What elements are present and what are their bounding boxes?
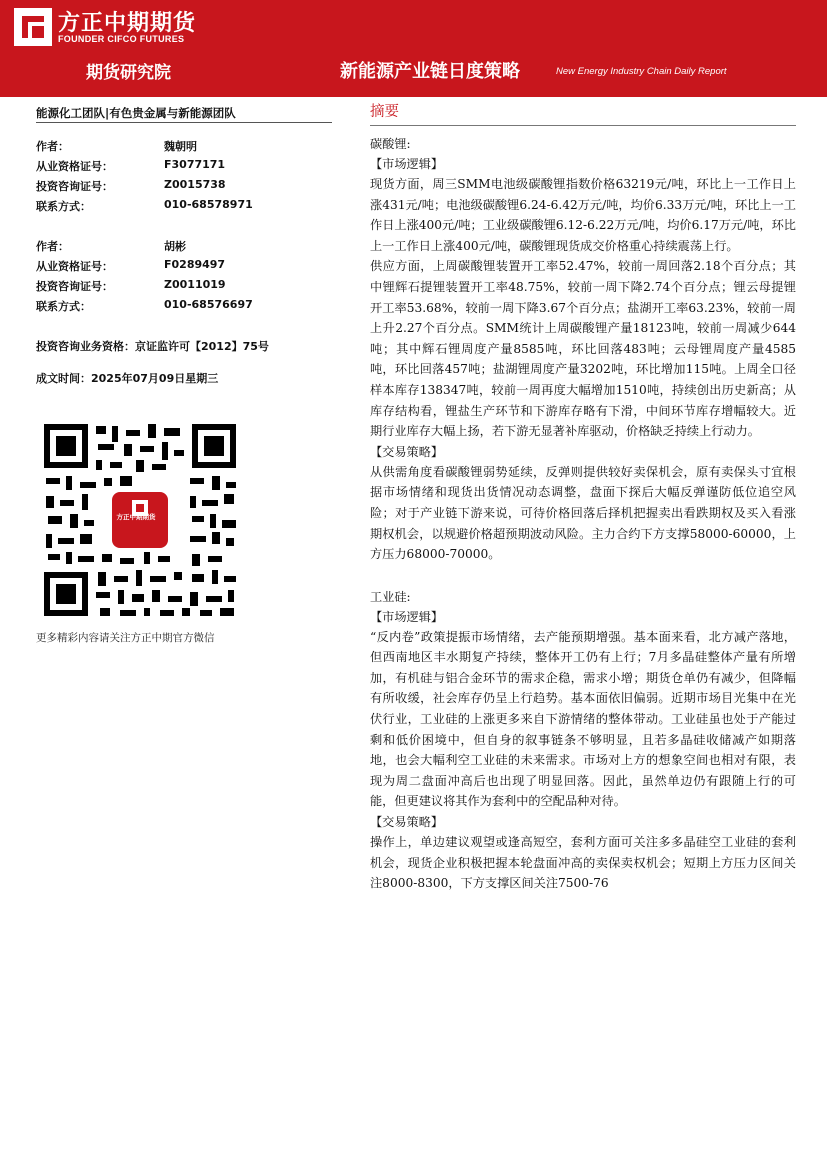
company-name-cn: 方正中期期货 [58, 11, 197, 36]
qr-caption: 更多精彩内容请关注方正中期官方微信 [36, 632, 215, 644]
consulting-number: Z0011019 [164, 278, 226, 291]
team-name: 能源化工团队|有色贵金属与新能源团队 [36, 106, 236, 120]
market-logic-paragraph: 供应方面，上周碳酸锂装置开工率52.47%，较前一周回落2.18个百分点；其中锂辉石提锂装置开工率48.75%，较前一周下降2.74个百分点；锂云母提锂开工率53.68%，较前一周下降3.67个百分点；盐湖开工率63.23%，较前一周上升2.27个百分点。SMM统计上周碳酸锂产量18123吨，较前一周减少644吨；其中辉石锂周度产量8585吨，环比回落483吨；云母锂周度产量4585吨，环比回落457吨；盐湖锂周度产量3202吨，环比增加115吨。上周全口径样本库存138347吨，较前一周再度大幅增加1510吨，持续创出历史新高；从库存结构看，锂盐生产环节和下游库存略有下滑，中间环节库存增幅较大。近期行业库存大幅上扬，若下游无显著补库驱动，价格缺乏持续上行动力。 [370, 259, 796, 439]
consulting-number: Z0015738 [164, 178, 226, 191]
trading-strategy-label: 【交易策略】 [370, 815, 444, 830]
phone-label: 联系方式： [36, 200, 91, 213]
institute-name: 期货研究院 [86, 63, 171, 83]
consulting-label: 投资咨询证号： [36, 280, 113, 293]
trading-strategy-paragraph: 从供需角度看碳酸锂弱势延续，反弹则提供较好卖保机会，原有卖保头寸宜根据市场情绪和现货出货情况动态调整，盘面下探后大幅反弹谨防低位追空风险；对于产业链下游来说，可待价格回落后择机把握卖出看跌期权及买入看涨期权机会，以规避价格超预期波动风险。主力合约下方支撑58000-60000，上方压力68000-70000。 [370, 464, 796, 562]
analyst-card [36, 138, 336, 218]
phone-number: 010-68576697 [164, 298, 253, 311]
summary-column [370, 100, 796, 894]
report-title: 新能源产业链日度策略 [340, 61, 520, 82]
team-divider [36, 122, 332, 123]
author-label: 作者： [36, 140, 69, 153]
qualification-number: F0289497 [164, 258, 226, 271]
company-name-en: FOUNDER CIFCO FUTURES [58, 34, 185, 44]
report-date: 成文时间：2025年07月09日星期三 [36, 372, 219, 385]
market-logic-label: 【市场逻辑】 [370, 609, 444, 624]
market-logic-paragraph: “反内卷”政策提振市场情绪，去产能预期增强。基本面来看，北方减产落地，但西南地区丰水期复产持续，整体开工仍有上行；7月多晶硅整体产量有所增加，有机硅与铝合金环节的需求企稳，需求小增；期货仓单仍有减少，但降幅有所收缓，社会库存仍呈上行趋势。基本面依旧偏弱。近期市场目光集中在光伏行业，工业硅的上涨更多来自下游情绪的整体带动。工业硅虽也处于产能过剩和低价困境中，但自身的叙事链条不够明显，且若多晶硅收储减产如期落地，也会大幅利空工业硅的未来需求。市场对上方的想象空间也相对有限，表现为周二盘面冲高后也出现了明显回落。因此，虽然单边仍有跟随上行的可能，但更建议将其作为套利中的空配品种对待。 [370, 629, 796, 809]
qr-badge-text: 方正中期期货 [116, 513, 156, 521]
phone-label: 联系方式： [36, 300, 91, 313]
license-info: 投资咨询业务资格：京证监许可【2012】75号 [36, 340, 269, 353]
report-title-en: New Energy Industry Chain Daily Report [556, 66, 727, 77]
author-name: 胡彬 [164, 240, 186, 253]
qualification-label: 从业资格证号： [36, 260, 113, 273]
market-logic-paragraph: 现货方面，周三SMM电池级碳酸锂指数价格63219元/吨，环比上一工作日上涨431元/吨；电池级碳酸锂6.24-6.42万元/吨，均价6.33万元/吨，环比上一工作日上涨400元/吨；工业级碳酸锂6.12-6.22万元/吨，均价6.17万元/吨，环比上一工作日上涨400元/吨，碳酸锂现货成交价格重心持续震荡上行。 [370, 177, 796, 253]
summary-divider [370, 125, 796, 126]
author-label: 作者： [36, 240, 69, 253]
founder-logo-icon [14, 8, 52, 46]
qualification-label: 从业资格证号： [36, 160, 113, 173]
phone-number: 010-68578971 [164, 198, 253, 211]
summary-title: 摘要 [370, 104, 399, 120]
trading-strategy-label: 【交易策略】 [370, 444, 444, 459]
qualification-number: F3077171 [164, 158, 226, 171]
consulting-label: 投资咨询证号： [36, 180, 113, 193]
section-industrial-silicon-title: 工业硅: [370, 589, 411, 604]
author-name: 魏朝明 [164, 140, 197, 153]
market-logic-label: 【市场逻辑】 [370, 157, 444, 171]
report-header [0, 0, 827, 97]
trading-strategy-paragraph: 操作上，单边建议观望或逢高短空，套利方面可关注多多晶硅空工业硅的套利机会，现货企业积极把握本轮盘面冲高的卖保卖权机会；短期上方压力区间关注8000-8300，下方支撑区间关注7500-76 [370, 835, 796, 891]
analyst-card [36, 238, 336, 318]
section-lithium-carbonate-title: 碳酸锂: [370, 137, 411, 151]
